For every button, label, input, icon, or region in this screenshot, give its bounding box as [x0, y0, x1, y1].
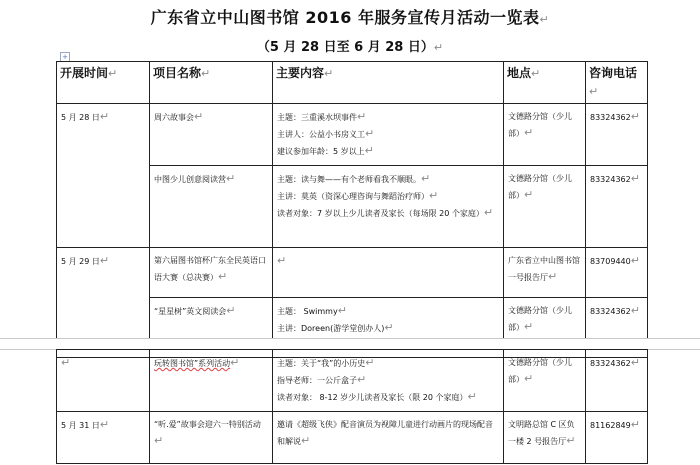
header-content: 主要内容↵ — [273, 62, 504, 104]
schedule-table-page2 — [56, 349, 648, 464]
header-row — [57, 62, 648, 104]
cell-phone: 83324362↵ — [586, 298, 648, 358]
header-location: 地点↵ — [504, 62, 586, 104]
table-row — [57, 248, 648, 298]
table-row — [57, 104, 648, 166]
table-row — [57, 412, 648, 464]
cell-location: 文明路总馆 C 区负一楼 2 号报告厅↵ — [504, 412, 586, 464]
header-project: 项目名称↵ — [150, 62, 273, 104]
cell-date: 5 月 28 日↵ — [57, 104, 150, 248]
cell-project: 周六故事会↵ — [150, 104, 273, 166]
cell-content: 主题：关于“我”的小历史↵ 指导老师：一公斤盒子↵ 读者对象： 8-12 岁少儿读者及家长（限 20 个家庭）↵ — [273, 350, 504, 412]
cell-project: 第六届图书馆杯广东全民英语口语大赛（总决赛）↵ — [150, 248, 273, 298]
cell-date: 5 月 31 日↵ — [57, 412, 150, 464]
cell-project: “听.爱”故事会迎六一特别活动↵ — [150, 412, 273, 464]
cell-content: 邀请《超级飞侠》配音演员为视障儿童进行动画片的现场配音和解说↵ — [273, 412, 504, 464]
header-phone: 咨询电话↵ — [586, 62, 648, 104]
cell-location: 文德路分馆（少儿部）↵ — [504, 104, 586, 166]
table-move-handle-icon[interactable]: + — [60, 52, 70, 62]
cell-content: 主题：三重溪水坝事件↵ 主讲人：公益小书房义工↵ 建议参加年龄：5 岁以上↵ — [273, 104, 504, 166]
table-row — [57, 350, 648, 412]
cell-location: 广东省立中山图书馆一号报告厅↵ — [504, 248, 586, 298]
cell-date: ↵ — [57, 350, 150, 412]
document-subtitle: （5 月 28 日至 6 月 28 日）↵ — [256, 40, 444, 55]
cell-location: 文德路分馆（少儿部）↵ — [504, 166, 586, 248]
cell-phone: 83709440↵ — [586, 248, 648, 298]
cell-phone: 83324362↵ — [586, 350, 648, 412]
cell-project: 中图少儿创意阅读营↵ — [150, 166, 273, 248]
cell-location: 文德路分馆（少儿部）↵ — [504, 350, 586, 412]
cell-content: ↵ — [273, 248, 504, 298]
header-date: 开展时间↵ — [57, 62, 150, 104]
cell-project: 玩转图书馆”系列活动↵ — [150, 350, 273, 412]
schedule-table-page1 — [56, 61, 648, 358]
cell-content: 主题： Swimmy↵ 主讲：Doreen(游学堂创办人)↵ — [273, 298, 504, 358]
document-title: 广东省立中山图书馆 2016 年服务宣传月活动一览表↵ — [150, 8, 550, 27]
cell-phone: 81162849↵ — [586, 412, 648, 464]
cell-date: 5 月 29 日↵ — [57, 248, 150, 358]
cell-phone: 83324362↵ — [586, 166, 648, 248]
cell-phone: 83324362↵ — [586, 104, 648, 166]
cell-project: “星星树”英文阅读会↵ — [150, 298, 273, 358]
cell-location: 文德路分馆（少儿部）↵ — [504, 298, 586, 358]
cell-content: 主题：读与舞——有个老师看我不顺眼。↵ 主讲：莫英（资深心理咨询与舞蹈治疗师）↵ 读者对象：7 岁以上少儿读者及家长（每场限 20 个家庭）↵ — [273, 166, 504, 248]
